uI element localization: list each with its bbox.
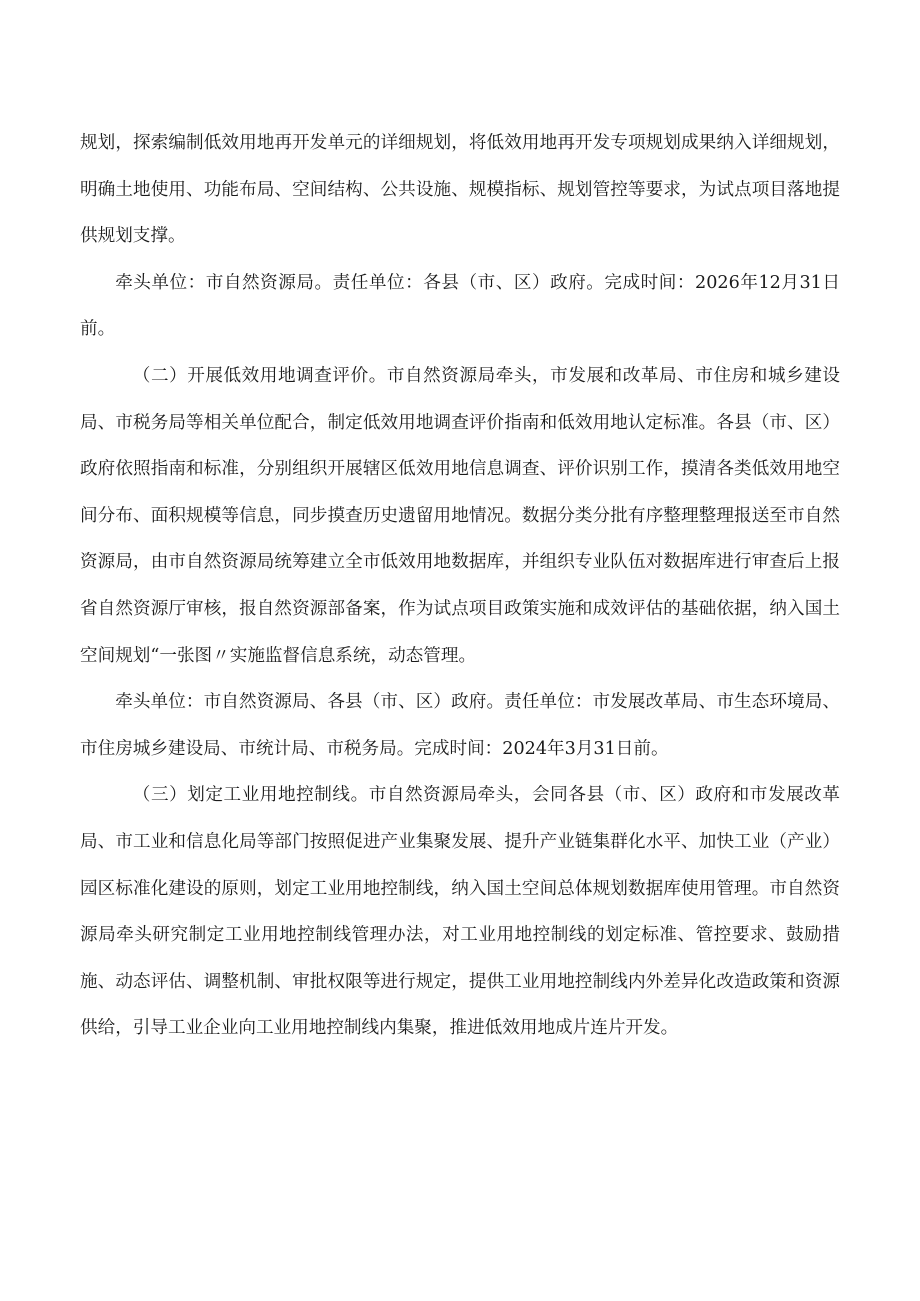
document-page: [80, 120, 840, 1052]
paragraph-planning-continuation: 规划，探索编制低效用地再开发单元的详细规划，将低效用地再开发专项规划成果纳入详细规划，明确土地使用、功能布局、空间结构、公共设施、规模指标、规划管控等要求，为试点项目落地提供规划支撑。: [80, 133, 840, 247]
paragraph-responsibility-2: 牵头单位：市自然资源局、各县（市、区）政府。责任单位：市发展改革局、市生态环境局、市住房城乡建设局、市统计局、市税务局。完成时间：2024年3月31日前。: [80, 692, 840, 759]
paragraph-responsibility-1: 牵头单位：市自然资源局。责任单位：各县（市、区）政府。完成时间：2026年12月31日前。: [80, 272, 840, 340]
paragraph-section-2-survey: （二）开展低效用地调查评价。市自然资源局牵头，市发展和改革局、市住房和城乡建设局、市税务局等相关单位配合，制定低效用地调查评价指南和低效用地认定标准。各县（市、区）政府依照指南和标准，分别组织开展辖区低效用地信息调查、评价识别工作，摸清各类低效用地空间分布、面积规模等信息，同步摸查历史遗留用地情况。数据分类分批有序整理整理报送至市自然资源局，由市自然资源局统筹建立全市低效用地数据库，并组织专业队伍对数据库进行审查后上报省自然资源厅审核，报自然资源部备案，作为试点项目政策实施和成效评估的基础依据，纳入国土空间规划“一张图〃实施监督信息系统，动态管理。: [80, 365, 840, 666]
paragraph-section-3-industrial-line: （三）划定工业用地控制线。市自然资源局牵头，会同各县（市、区）政府和市发展改革局、市工业和信息化局等部门按照促进产业集聚发展、提升产业链集群化水平、加快工业（产业）园区标准化建设的原则，划定工业用地控制线，纳入国土空间总体规划数据库使用管理。市自然资源局牵头研究制定工业用地控制线管理办法，对工业用地控制线的划定标准、管控要求、鼓励措施、动态评估、调整机制、审批权限等进行规定，提供工业用地控制线内外差异化改造政策和资源供给，引导工业企业向工业用地控制线内集聚，推进低效用地成片连片开发。: [80, 785, 840, 1039]
